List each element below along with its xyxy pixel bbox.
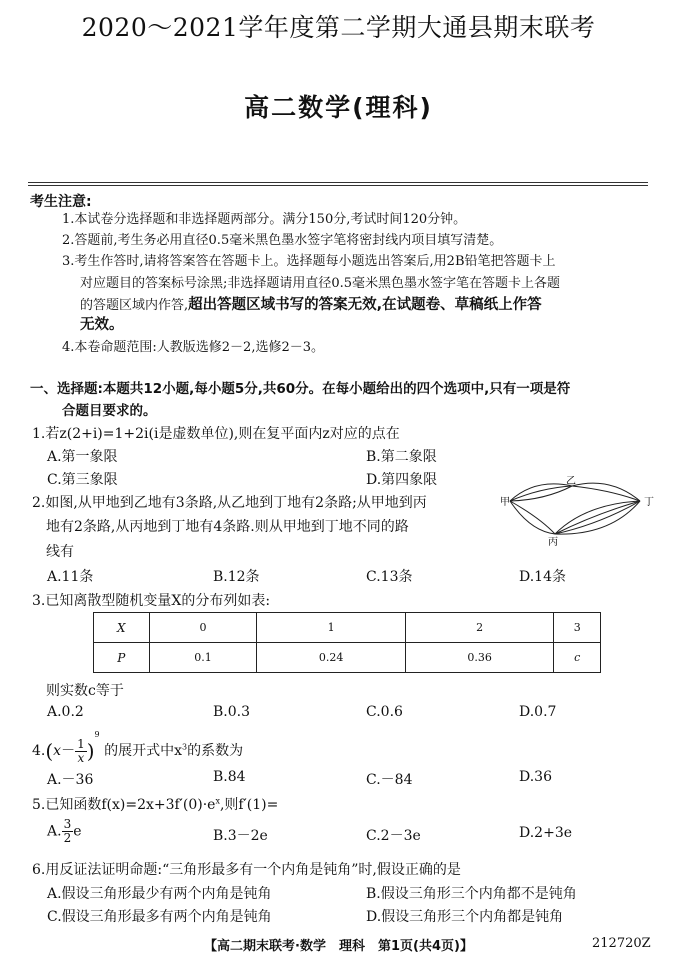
- q5-a-den: 2: [63, 831, 72, 845]
- route-jia-bing-1: [510, 501, 555, 534]
- q4-frac-den: x: [77, 750, 85, 765]
- subject-title: 高二数学(理科): [244, 93, 433, 122]
- q4-option-b: B.84: [213, 769, 246, 785]
- table-cell: X: [94, 613, 150, 643]
- table-cell: 2: [405, 613, 554, 643]
- q4-frac-num: 1: [77, 736, 85, 751]
- q4-option-c: C.－84: [366, 772, 413, 788]
- q5-exponent: x: [215, 796, 220, 806]
- q6-option-d: D.假设三角形三个内角都是钝角: [366, 909, 564, 925]
- q2-line-1: 2.如图,从甲地到乙地有3条路,从乙地到丁地有2条路;从甲地到丙: [32, 495, 427, 511]
- notice-heading: 考生注意:: [30, 194, 92, 210]
- notice-item-3-cont2: [80, 293, 542, 314]
- q6-option-c: C.假设三角形最多有两个内角是钝角: [47, 909, 272, 925]
- q1-option-d: D.第四象限: [366, 472, 438, 488]
- table-cell: c: [554, 643, 601, 673]
- divider-bottom: [28, 185, 648, 186]
- q5-option-c: C.2－3e: [366, 828, 421, 844]
- notice-normal-text: 的答题区域内作答,: [80, 298, 189, 313]
- q5-option-d: D.2+3e: [519, 825, 573, 841]
- q4-minus: －: [61, 743, 76, 759]
- table-cell: P: [94, 643, 150, 673]
- q4-tail-exponent: 3: [181, 742, 188, 752]
- label-jia: 甲: [500, 497, 510, 508]
- section-heading: 一、选择题:本题共12小题,每小题5分,共60分。在每小题给出的四个选项中,只有一项是符: [30, 381, 571, 397]
- q4-tail: 的展开式中x: [104, 743, 182, 759]
- table-cell: 0.36: [405, 643, 554, 673]
- q6-option-b: B.假设三角形三个内角都不是钝角: [366, 886, 577, 902]
- table-cell: 3: [554, 613, 601, 643]
- route-bing-ding-1: [555, 501, 640, 534]
- q4-tail-2: 的系数为: [187, 743, 244, 759]
- q5-option-a-fraction: [62, 818, 74, 845]
- q5-option-a-suffix: e: [73, 823, 82, 840]
- notice-item-3-cont: 对应题目的答案标号涂黑;非选择题请用直径0.5毫米黑色墨水签字笔在答题卡上各题: [80, 276, 561, 291]
- route-diagram: [500, 476, 660, 546]
- notice-item-4: 4.本卷命题范围:人教版选修2－2,选修2－3。: [62, 340, 324, 355]
- q3-option-c: C.0.6: [366, 704, 403, 720]
- q5-a-num: 3: [63, 817, 72, 831]
- q3-option-b: B.0.3: [213, 704, 251, 720]
- table-cell: 0.24: [257, 643, 406, 673]
- table-row: [94, 613, 601, 643]
- q4-right-paren: ): [86, 739, 95, 763]
- q5-option-a: [47, 818, 82, 845]
- notice-item-1: 1.本试卷分选择题和非选择题两部分。满分150分,考试时间120分钟。: [62, 212, 467, 227]
- divider-top: [28, 182, 648, 183]
- label-bing: 丙: [548, 537, 558, 546]
- route-jia-bing-2: [510, 501, 555, 534]
- notice-bold-tail: 无效。: [80, 317, 124, 333]
- section-heading-cont: 合题目要求的。: [62, 403, 157, 419]
- q3-option-d: D.0.7: [519, 704, 557, 720]
- q4-option-a: A.－36: [47, 772, 94, 788]
- q3-follow: 则实数c等于: [46, 683, 124, 699]
- table-row: [94, 643, 601, 673]
- q4-option-d: D.36: [519, 769, 552, 785]
- q3-stem: 3.已知离散型随机变量X的分布列如表:: [32, 593, 271, 609]
- label-ding: 丁: [644, 497, 654, 508]
- table-cell: 0: [149, 613, 257, 643]
- q1-option-c: C.第三象限: [47, 472, 118, 488]
- q4-stem: [32, 730, 243, 765]
- q1-option-a: A.第一象限: [47, 449, 118, 465]
- q2-line-3: 线有: [46, 544, 74, 560]
- q5-stem: [32, 794, 278, 814]
- paper-code: 212720Z: [592, 936, 651, 951]
- q4-exponent: 9: [94, 730, 100, 739]
- q6-option-a: A.假设三角形最少有两个内角是钝角: [47, 886, 272, 902]
- q1-stem: 1.若z(2+i)=1+2i(i是虚数单位),则在复平面内z对应的点在: [32, 426, 400, 442]
- notice-item-2: 2.答题前,考生务必用直径0.5毫米黑色墨水签字笔将密封线内项目填写清楚。: [62, 233, 503, 248]
- notice-item-3: 3.考生作答时,请将答案答在答题卡上。选择题每小题选出答案后,用2B铅笔把答题卡上: [62, 254, 556, 269]
- label-yi: 乙: [566, 476, 576, 487]
- q5-option-b: B.3－2e: [213, 828, 268, 844]
- q5-stem-text: 5.已知函数f(x)=2x+3f′(0)·e: [32, 797, 216, 813]
- q5-option-a-prefix: A.: [47, 823, 62, 840]
- q4-left-paren: (: [45, 739, 54, 763]
- q2-line-2: 地有2条路,从丙地到丁地有4条路.则从甲地到丁地不同的路: [46, 519, 409, 535]
- q4-fraction: [75, 738, 87, 765]
- route-yi-ding-1: [572, 483, 640, 501]
- q2-option-b: B.12条: [213, 569, 260, 585]
- q3-option-a: A.0.2: [47, 704, 84, 720]
- q4-x: x: [53, 743, 62, 759]
- q2-option-c: C.13条: [366, 569, 413, 585]
- table-cell: 1: [257, 613, 406, 643]
- page-footer: 【高二期末联考·数学 理科 第1页(共4页)】: [204, 939, 473, 954]
- distribution-table: [93, 612, 601, 673]
- q4-number: 4.: [32, 743, 46, 759]
- q5-stem-text-2: ,则f′(1)=: [219, 797, 279, 813]
- q6-stem: 6.用反证法证明命题:“三角形最多有一个内角是钝角”时,假设正确的是: [32, 862, 461, 878]
- q2-option-a: A.11条: [47, 569, 94, 585]
- table-cell: 0.1: [149, 643, 257, 673]
- q1-option-b: B.第二象限: [366, 449, 437, 465]
- notice-bold-text: 超出答题区域书写的答案无效,在试题卷、草稿纸上作答: [188, 297, 542, 313]
- q2-option-d: D.14条: [519, 569, 566, 585]
- exam-title: 2020～2021学年度第二学期大通县期末联考: [81, 13, 596, 42]
